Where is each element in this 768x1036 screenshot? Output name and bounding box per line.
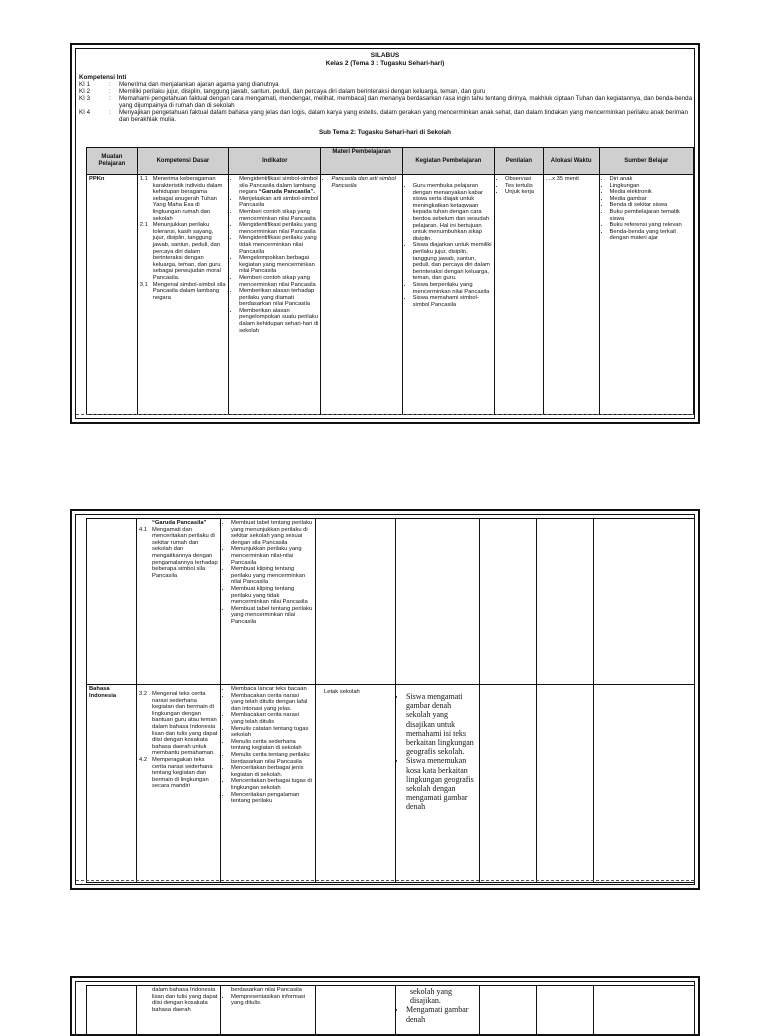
list-item: • Menceritakan berbagai tugas di lingkungan sekolah	[231, 778, 313, 791]
list-item: • Lingkungan	[610, 183, 691, 190]
list-item: • Menceritakan pengalaman tentang perilaku	[231, 792, 313, 805]
list-item: • Membaca lancar teks bacaan	[231, 686, 313, 693]
list-item: • Membacakan cerita narasi yang telah ditulis	[231, 712, 313, 725]
list-item: • Mengidentifikasi simbol-simbol sila Pancasila dalam lambang negara “Garuda Pancasila”.	[239, 176, 318, 196]
list-item: • Siswa memahami simbol-simbol Pancasila	[413, 295, 492, 308]
kegiatan-cell	[396, 986, 480, 1036]
list-item: • Buku pembelajaran tematik siswa	[610, 209, 691, 222]
list-item: • Benda di sekitar siswa	[610, 202, 691, 209]
kd-item: 4.2 Memperagakan teks cerita narasi sederhana tentang kegiatan dan bermain di lingkungan secara mandiri	[139, 757, 218, 790]
indikator-cell	[221, 685, 316, 883]
col-header: Materi Pembelajaran	[321, 148, 402, 175]
syllabus-table-1	[86, 147, 694, 415]
kd-cell	[137, 519, 221, 685]
muatan-cell	[87, 986, 137, 1036]
list-item: • Observasi	[505, 176, 541, 183]
kd-item: 1.1 Menerima keberagaman karakteristik individu dalam kehidupan beragama sebagai anugerah Tuhan Yang Maha Esa di lingkungan rumah dan sekolah	[140, 176, 226, 222]
page-frame	[75, 48, 695, 419]
kd-cell	[137, 685, 221, 883]
ki-code: KI 1	[79, 81, 105, 88]
list-item: • Membuat tabel tentang perilaku yang menunjukkan perilaku di sekitar sekolah yang sesuai dengan sila Pancasila	[231, 520, 313, 546]
ki-text: Memahami pengetahuan faktual dengan cara mengamati, mendengar, melihat, membaca] dan menanya berdasarkan rasa ingin tahu tentang dirinya, makhluk ciptaan Tuhan dan kegiatannya, dan benda-benda yang dijumpainya di rumah dan di sekolah	[119, 95, 692, 109]
kd-cell	[137, 175, 228, 415]
kd-continued-text: dalam bahasa Indonesia lisan dan tulis yang dapat diisi dengan kosakata bahasa daerah	[139, 987, 218, 1013]
ki-text: Memiliki perilaku jujur, disiplin, tanggung jawab, santun, peduli, dan percaya diri dalam berinteraksi dengan keluarga, teman, dan guru	[119, 88, 485, 95]
list-item: • Membuat tabel tentang perilaku yang mencerminkan nilai Pancasila	[231, 606, 313, 626]
kegiatan-cell	[396, 685, 480, 883]
table-row	[87, 986, 695, 1036]
list-item: • Tes tertulis	[505, 183, 541, 190]
sumber-cell	[594, 986, 695, 1036]
list-item: • Menulis catatan tentang tugas sekolah	[231, 726, 313, 739]
list-item: • Siswa menemukan kosa kata berkaitan lingkungan geografis sekolah dengan mengamati gambar denah	[406, 756, 477, 811]
penilaian-cell	[495, 175, 544, 415]
subtema-title: Sub Tema 2: Tugasku Sehari-hari di Sekolah	[76, 129, 694, 137]
syllabus-page-3	[70, 976, 700, 1036]
syllabus-table-2	[86, 518, 695, 883]
kd-item: 4.1 Mengamati dan menceritakan perilaku di sekitar rumah dan sekolah dan mengaitkannya dengan pengamalannya terhadap beberapa simbol sila Pancasila	[139, 527, 218, 580]
materi-cell	[321, 175, 402, 415]
alokasi-cell	[537, 685, 594, 883]
penilaian-cell	[480, 986, 537, 1036]
list-item: • Buku referensi yang relevan	[610, 222, 691, 229]
list-item: • Benda-benda yang terkait dengan materi ajar	[610, 229, 691, 242]
list-item: • Membuat kliping tentang perilaku yang mencerminkan nilai Pancasila	[231, 566, 313, 586]
col-header: Indikator	[229, 148, 321, 175]
alokasi-cell	[537, 519, 594, 685]
doc-title: SILABUS	[76, 52, 694, 60]
list-item: • Memberi contoh sikap yang mencerminkan nilai Pancasila	[239, 275, 318, 288]
penilaian-cell	[480, 519, 537, 685]
muatan-cell	[87, 519, 137, 685]
sumber-cell	[594, 685, 695, 883]
kegiatan-cell	[402, 175, 494, 415]
ki-text: Menerima dan menjalankan ajaran agama yang dianutnya	[119, 81, 279, 88]
col-header: Penilaian	[495, 148, 544, 175]
muatan-cell: Bahasa Indonesia	[87, 685, 137, 883]
list-item: • Siswa mengamati gambar denah sekolah yang disajikan untuk memahami isi teks berkaitan lingkungan geografis sekolah.	[406, 692, 477, 756]
ki-code: KI 3	[79, 95, 105, 102]
ki-list	[76, 81, 694, 123]
kd-continued-title: “Garuda Pancasila”	[139, 520, 218, 527]
ki-code: KI 2	[79, 88, 105, 95]
indikator-cell	[229, 175, 321, 415]
sumber-cell	[599, 175, 693, 415]
list-item: • Pancasila dan arti simbol Pancasila	[331, 176, 399, 189]
syllabus-page-2	[70, 509, 700, 890]
list-item: • Media elektronik	[610, 189, 691, 196]
page-frame	[75, 514, 695, 885]
list-item: • Menceritakan berbagai jenis kegiatan di sekolah.	[231, 765, 313, 778]
syllabus-table-3	[86, 985, 695, 1036]
table-row	[87, 175, 694, 415]
alokasi-cell: ....x 35 menit	[543, 175, 599, 415]
ki-colon: :	[109, 95, 111, 102]
kd-item: 3.1 Mengenal simbol-simbol sila Pancasila dalam lambang negara	[140, 282, 226, 302]
page-bottom-rule	[76, 880, 694, 884]
col-header: Sumber Belajar	[599, 148, 693, 175]
list-item: • Membuat kliping tentang perilaku yang tidak mencerminkan nilai Pancasila	[231, 586, 313, 606]
kegiatan-cell	[396, 519, 480, 685]
page-frame	[75, 981, 695, 1036]
ki-colon: :	[109, 88, 111, 95]
ki-text: Menyajikan pengetahuan faktual dalam bahasa yang jelas dan logis, dalam karya yang estetis, dalam gerakan yang mencerminkan anak sehat, dan dalam tindakan yang mencerminkan perilaku anak beriman dan berakhlak mulia.	[119, 109, 688, 123]
materi-cell	[316, 519, 396, 685]
list-item: • Memberikan alasan pengelompokan suatu perilaku dalam kehidupan sehari-hari di sekolah	[239, 308, 318, 334]
page-bottom-rule	[76, 414, 694, 418]
list-item: • Guru membuka pelajaran dengan menanyakan kabar siswa serta diajak untuk meningkatkan ketaqwaan kepada tuhan dengan cara berdoa sebelum dan sesudah pelajaran. Hal ini bertujuan untuk menumbuhkan sikap disiplin.	[413, 183, 492, 242]
col-header: Kompetensi Dasar	[137, 148, 228, 175]
materi-cell	[316, 685, 396, 883]
penilaian-cell	[480, 685, 537, 883]
list-item: • Menunjukkan perilaku yang mencerminkan nilai-nilai Pancasila	[231, 546, 313, 566]
list-item: • Siswa diajarkan untuk memiliki perilaku jujur, disiplin, tanggung jawab, santun, peduli, dan percaya diri dalam berinteraksi dengan keluarga, teman, dan guru.	[413, 242, 492, 282]
ki-colon: :	[109, 109, 111, 116]
muatan-cell: PPKn	[87, 175, 138, 415]
indikator-cell	[221, 986, 316, 1036]
ki-item	[79, 95, 694, 109]
list-item: • Mengamati gambar denah	[406, 1005, 477, 1023]
list-item: • Mengidentifikasi perilaku yang tidak mencerminkan nilai Pancasila	[239, 235, 318, 255]
doc-class-line: Kelas 2 (Tema 3 : Tugasku Sehari-hari)	[76, 60, 694, 68]
sumber-cell	[594, 519, 695, 685]
list-item: • Memberikan alasan terhadap perilaku yang diamati berdasarkan nilai Pancasila	[239, 288, 318, 308]
table-row	[87, 519, 695, 685]
list-item: • Menjelaskan arti simbol-simbol Pancasila	[239, 196, 318, 209]
table-header-row	[87, 148, 694, 175]
kd-item: 2.1 Menunjukkan perilaku toleransi, kasih sayang, jujur, disiplin, tanggung jawab, santun, peduli, dan percaya diri dalam berinteraksi dengan keluarga, teman, dan guru sebagai perwujudan moral Pancasila.	[140, 222, 226, 281]
ki-item	[79, 109, 694, 123]
kd-cell	[137, 986, 221, 1036]
list-item: • Diri anak	[610, 176, 691, 183]
materi-cell	[316, 986, 396, 1036]
col-header: Alokasi Waktu	[543, 148, 599, 175]
list-item: • Mempresentasikan informasi yang ditulis.	[231, 994, 313, 1007]
list-item: • Mengelompokkan berbagai kegiatan yang mencerminkan nilai Pancasila	[239, 255, 318, 275]
ki-item	[79, 88, 694, 95]
list-item: • Siswa berperilaku yang mencerminkan nilai Pancasila	[413, 282, 492, 295]
indikator-continued-text: berdasarkan nilai Pancasila	[223, 987, 313, 994]
kegiatan-continued-text: sekolah yang disajikan.	[398, 987, 477, 1005]
alokasi-cell	[537, 986, 594, 1036]
kd-item: 3.2 Mengenal teks cerita narasi sederhana kegiatan dan bermain di lingkungan dengan bantuan guru atau teman dalam bahasa Indonesia lisan dan tulis yang dapat diisi dengan kosakata bahasa daerah untuk membantu pemahaman.	[139, 691, 218, 757]
indikator-cell	[221, 519, 316, 685]
ki-item	[79, 81, 694, 88]
ki-heading: Kompetensi Inti	[79, 74, 694, 81]
list-item: • Menulis cerita tentang perilaku berdasarkan nilai Pancasila	[231, 752, 313, 765]
list-item: • Memberi contoh sikap yang mencerminkan nilai Pancasila	[239, 209, 318, 222]
list-item: • Membacakan cerita narasi yang telah ditulis dengan lafal dan intonasi yang jelas.	[231, 693, 313, 713]
list-item: • Unjuk kerja	[505, 189, 541, 196]
table-row	[87, 685, 695, 883]
ki-code: KI 4	[79, 109, 105, 116]
col-header: Kegiatan Pembelajaran	[402, 148, 494, 175]
materi-text: Letak sekolah	[318, 686, 393, 699]
list-item: • Media gambar	[610, 196, 691, 203]
list-item: • Menulis cerita sederhana tentang kegiatan di sekolah	[231, 739, 313, 752]
ki-colon: :	[109, 81, 111, 88]
col-header: Muatan Pelajaran	[87, 148, 138, 175]
syllabus-page-1	[70, 43, 700, 424]
list-item: • Mengidentifikasi perilaku yang mencerminkan nilai Pancasila	[239, 222, 318, 235]
